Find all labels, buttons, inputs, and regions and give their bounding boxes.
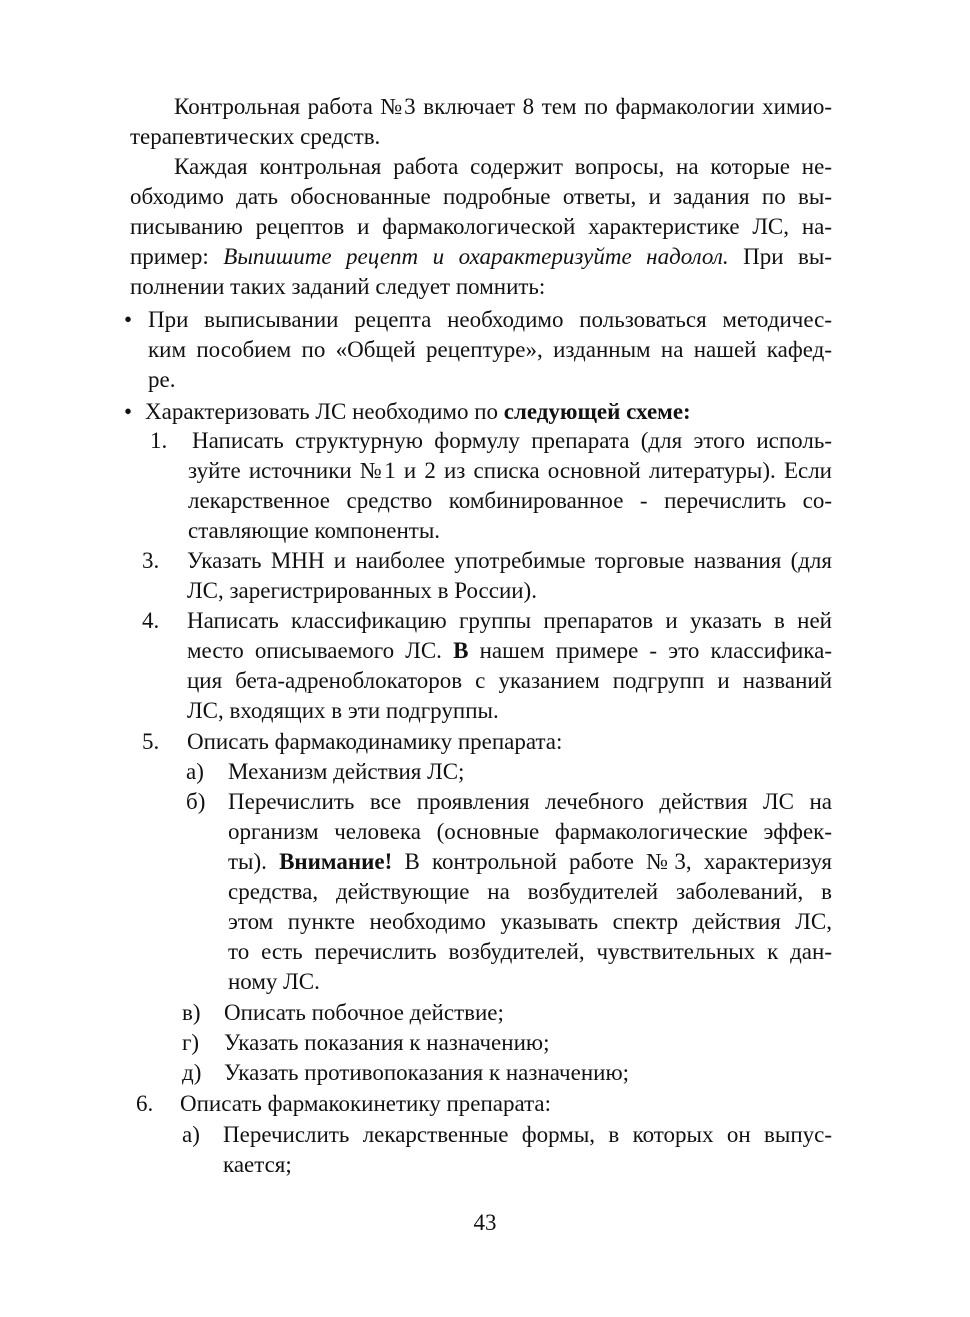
item1-line-2: зуйте источники №1 и 2 из списка основной литературы). Если xyxy=(188,458,832,483)
item1-line-1: Написать структурную формулу препарата (для этого исполь- xyxy=(192,428,832,453)
bullet-icon: • xyxy=(124,307,133,332)
item3-number: 3. xyxy=(142,548,160,573)
item5-b-line-1: Перечислить все проявления лечебного действия ЛС на xyxy=(228,789,832,814)
item5-a-text: Механизм действия ЛС; xyxy=(228,759,465,784)
item5-v-text: Описать побочное действие; xyxy=(224,1000,504,1025)
item5-d-label: д) xyxy=(182,1060,202,1085)
item5-b-label: б) xyxy=(186,789,206,814)
para2-line-4-post: При вы- xyxy=(728,244,833,269)
para2-line-4-pre: пример: xyxy=(130,244,224,269)
item5-b-line-3-post: В контрольной работе №3, характеризуя xyxy=(392,849,832,874)
para2-line-2: обходимо дать обоснованные подробные ответы, и задания по вы- xyxy=(130,184,832,209)
item4-line-1: Написать классификацию группы препаратов и указать в ней xyxy=(187,608,832,633)
para2-line-1: Каждая контрольная работа содержит вопросы, на которые не- xyxy=(174,154,832,179)
item5-b-line-7: ному ЛС. xyxy=(228,969,320,994)
item6-a-label: а) xyxy=(182,1122,200,1147)
item4-line-2-post: нашем примере - это классифика- xyxy=(468,638,832,663)
item5-b-line-3 xyxy=(228,847,832,877)
item4-line-4: ЛС, входящих в эти подгруппы. xyxy=(187,698,499,723)
item1-line-4: ставляющие компоненты. xyxy=(188,518,441,543)
item4-number: 4. xyxy=(142,608,160,633)
item5-line-1: Описать фармакодинамику препарата: xyxy=(187,729,563,754)
bullet2-bold: следующей схеме: xyxy=(503,399,691,424)
item5-g-label: г) xyxy=(182,1030,200,1055)
item5-number: 5. xyxy=(142,729,160,754)
para2-line-3: писыванию рецептов и фармакологической характеристике ЛС, на- xyxy=(130,214,832,239)
bullet2-line xyxy=(145,397,691,427)
bullet1-line-2: ким пособием по «Общей рецептуре», изданным на нашей кафед- xyxy=(148,337,832,362)
item6-a-line-1: Перечислить лекарственные формы, в которых он выпус- xyxy=(223,1122,832,1147)
item6-line-1: Описать фармакокинетику препарата: xyxy=(180,1091,552,1116)
item5-d-text: Указать противопоказания к назначению; xyxy=(224,1060,630,1085)
item5-v-label: в) xyxy=(182,1000,201,1025)
item4-line-2 xyxy=(187,636,832,666)
item4-line-3: ция бета-адреноблокаторов с указанием подгрупп и названий xyxy=(187,668,832,693)
page-number: 43 xyxy=(473,1210,497,1235)
bullet-icon: • xyxy=(124,399,133,424)
intro-line-1: Контрольная работа №3 включает 8 тем по фармакологии химио- xyxy=(174,94,832,119)
bullet1-line-3: ре. xyxy=(148,367,176,392)
item5-b-line-4: средства, действующие на возбудителей заболеваний, в xyxy=(228,879,832,904)
item5-a-label: а) xyxy=(186,759,204,784)
item5-g-text: Указать показания к назначению; xyxy=(224,1030,550,1055)
intro-line-2: терапевтических средств. xyxy=(130,124,381,149)
attention-bold: Внимание! xyxy=(279,849,393,874)
item5-b-line-2: организм человека (основные фармакологические эффек- xyxy=(228,819,832,844)
item6-a-line-2: кается; xyxy=(223,1152,292,1177)
item3-line-1: Указать МНН и наиболее употребимые торговые названия (для xyxy=(187,548,832,573)
item3-line-2: ЛС, зарегистрированных в России). xyxy=(187,578,537,603)
bullet2-text: Характеризовать ЛС необходимо по xyxy=(145,399,504,424)
item1-line-3: лекарственное средство комбинированное - перечислить со- xyxy=(188,488,832,513)
item4-line-2-pre: место описываемого ЛС. xyxy=(187,638,454,663)
item1-number: 1. xyxy=(150,428,168,453)
bullet1-line-1: При выписывании рецепта необходимо пользоваться методичес- xyxy=(148,307,832,332)
para2-line-5: полнении таких заданий следует помнить: xyxy=(130,274,546,299)
item6-number: 6. xyxy=(136,1091,154,1116)
para2-line-4 xyxy=(130,242,832,272)
item5-b-line-6: то есть перечислить возбудителей, чувствительных к дан- xyxy=(228,939,832,964)
example-italic: Выпишите рецепт и охарактеризуйте надолол. xyxy=(223,244,729,269)
item5-b-line-5: этом пункте необходимо указывать спектр действия ЛС, xyxy=(228,909,832,934)
item5-b-line-3-pre: ты). xyxy=(228,849,280,874)
item4-line-2-bold: В xyxy=(453,638,469,663)
